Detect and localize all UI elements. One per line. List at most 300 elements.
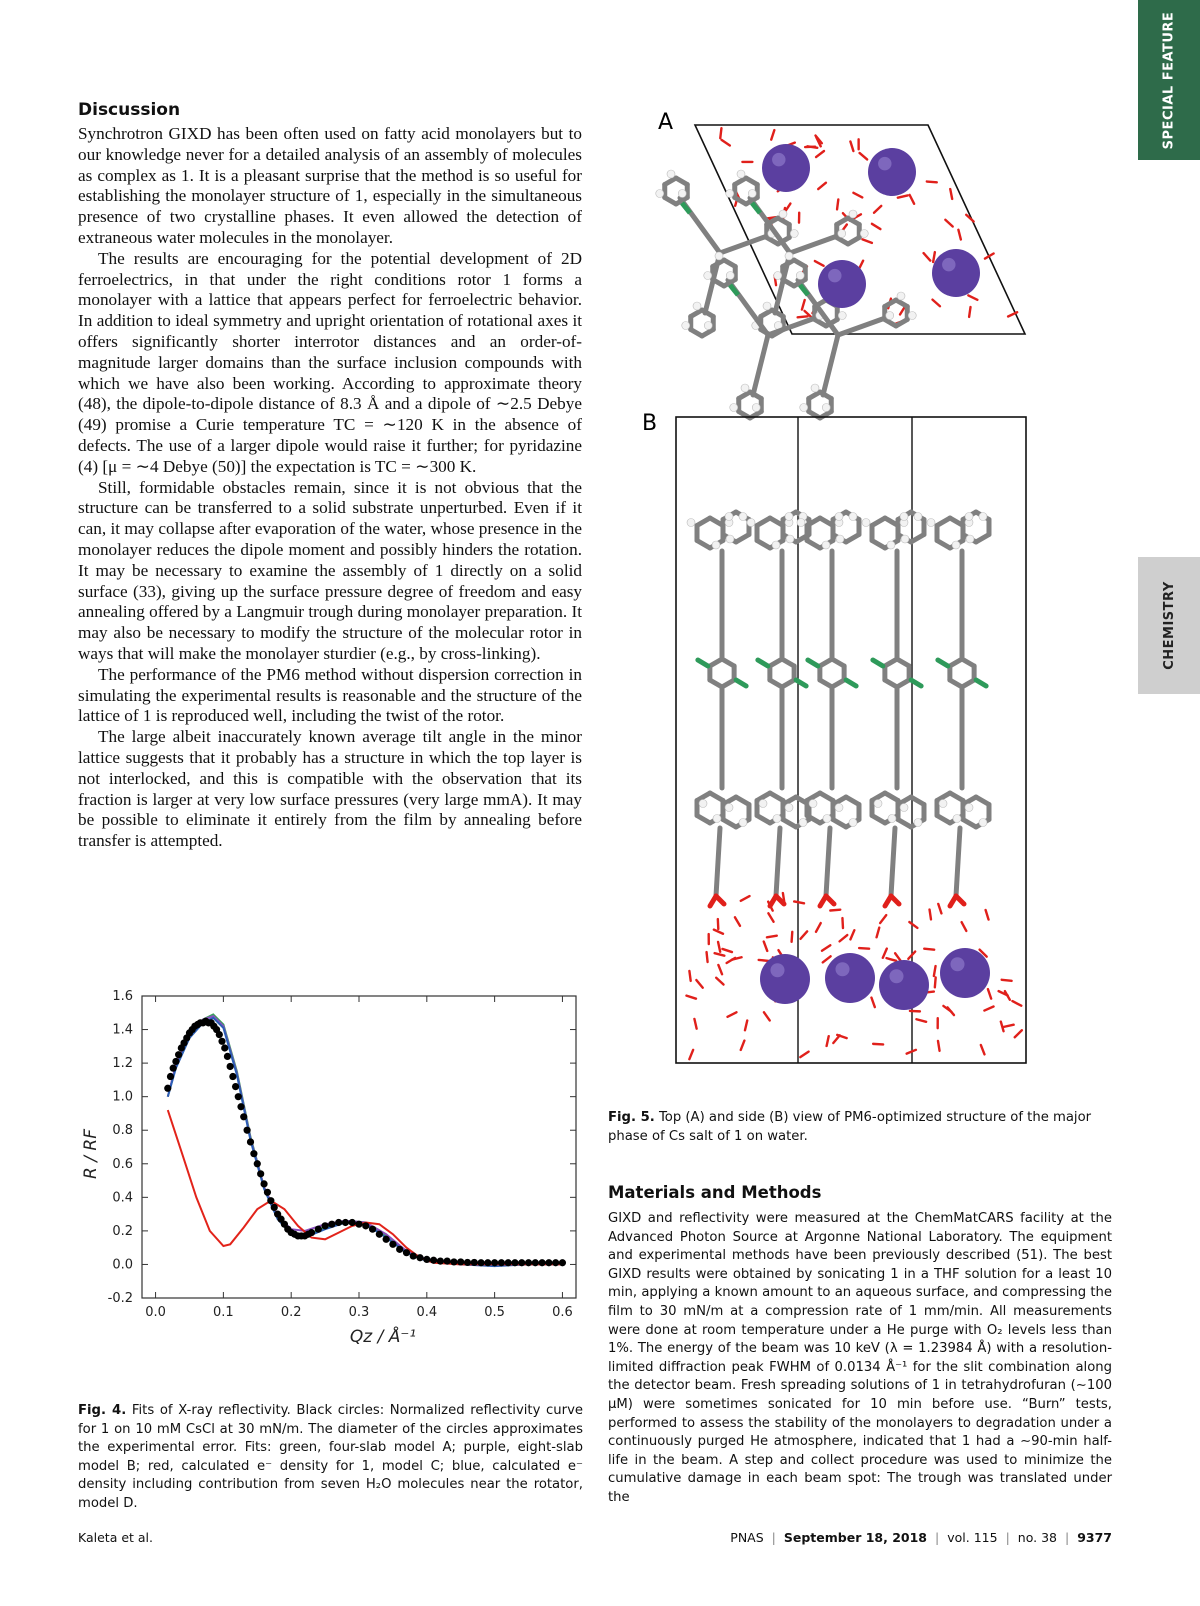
water-molecule <box>874 206 881 213</box>
hydrogen-atom <box>838 312 846 320</box>
hydrogen-atom <box>715 252 723 260</box>
data-point <box>538 1259 545 1266</box>
water-molecule <box>962 922 967 931</box>
fluorine-atom <box>846 680 856 686</box>
data-point <box>227 1063 234 1070</box>
fluorine-atom <box>752 203 760 213</box>
y-axis-label: R / RF <box>81 1129 101 1179</box>
water-molecule <box>986 910 989 920</box>
data-point <box>355 1221 362 1228</box>
water-molecule <box>988 989 991 998</box>
data-point <box>403 1249 410 1256</box>
hydrogen-atom <box>779 210 787 218</box>
hydrogen-atom <box>704 272 712 280</box>
hydrogen-atom <box>752 404 760 412</box>
hydrogen-atom <box>772 541 780 549</box>
chemistry-label: CHEMISTRY <box>1161 581 1177 670</box>
data-point <box>315 1226 322 1233</box>
hydrogen-atom <box>704 322 712 330</box>
water-molecule <box>764 942 767 951</box>
discussion-paragraph: The results are encouraging for the potential development of 2D ferroelectrics, in that under the right conditions rotor 1 forms a monolayer with a lattice that appears perfect for ferroelectric behavior. In addition to ideal symmetry and upright orientation of rotational axes it offers significantly shorter interrotor distances and an order-of-magnitude larger domains than the surface inclusion compounds with which we have also been working. According to approximate theory (48), the dipole-to-dipole distance of 8.3 Å and a dipole of ∼2.5 Debye (49) promise a Curie temperature TC = ∼120 K in the absence of defects. The use of a larger dipole would raise it further; for pyridazine (4) [μ = ∼4 Debye (50)] the expectation is TC = ∼300 K. <box>78 248 582 476</box>
hydrogen-atom <box>739 513 747 521</box>
data-point <box>383 1236 390 1243</box>
water-molecule <box>969 307 970 317</box>
cesium-highlight <box>951 957 965 971</box>
data-point <box>416 1254 423 1261</box>
hydrogen-atom <box>823 815 831 823</box>
water-molecule <box>984 1007 993 1011</box>
water-molecule <box>741 896 750 901</box>
cesium-ion <box>818 260 866 308</box>
cesium-ion <box>940 948 990 998</box>
water-molecule <box>872 224 881 229</box>
hydrogen-atom <box>835 513 843 521</box>
hydrogen-atom <box>682 322 690 330</box>
data-point <box>437 1257 444 1264</box>
water-molecule <box>924 253 931 260</box>
water-molecule <box>853 193 862 198</box>
data-point <box>484 1259 491 1266</box>
fluorine-atom <box>938 660 948 666</box>
water-molecule <box>1012 1001 1021 1006</box>
data-point <box>271 1204 278 1211</box>
x-axis-label: Qz / Å⁻¹ <box>349 1327 417 1347</box>
water-molecule <box>818 183 826 189</box>
water-molecule <box>883 949 887 958</box>
cesium-ion <box>762 144 810 192</box>
fluorine-atom <box>730 285 738 295</box>
data-point <box>362 1222 369 1229</box>
water-molecule <box>873 1044 883 1045</box>
bond <box>891 828 895 896</box>
water-molecule <box>707 952 708 962</box>
water-molecule <box>798 316 808 317</box>
hydrogen-atom <box>725 804 733 812</box>
water-molecule <box>863 239 872 243</box>
cesium-highlight <box>828 269 841 282</box>
bond <box>720 235 770 253</box>
fluorine-atom <box>682 203 690 213</box>
plot-frame <box>142 996 576 1298</box>
hydrogen-atom <box>687 519 695 527</box>
water-molecule <box>816 923 821 932</box>
water-molecule <box>759 960 769 961</box>
data-point <box>229 1073 236 1080</box>
hydrogen-atom <box>796 272 804 280</box>
hydrogen-atom <box>699 800 707 808</box>
water-molecule <box>1004 1025 1014 1027</box>
data-point <box>423 1256 430 1263</box>
hydrogen-atom <box>730 404 738 412</box>
water-molecule <box>735 917 740 926</box>
water-molecule <box>764 1012 770 1020</box>
data-point <box>267 1197 274 1204</box>
hydrogen-atom <box>849 210 857 218</box>
data-point <box>235 1093 242 1100</box>
x-tick-label: 0.6 <box>552 1305 573 1320</box>
hydrogen-atom <box>667 170 675 178</box>
y-tick-label: 0.4 <box>112 1190 133 1206</box>
bond <box>823 335 838 395</box>
hydrogen-atom <box>939 800 947 808</box>
data-point <box>240 1113 247 1120</box>
water-molecule <box>783 893 785 903</box>
hydrogen-atom <box>737 170 745 178</box>
fig5-caption-text: Top (A) and side (B) view of PM6-optimized structure of the major phase of Cs salt of 1 on water. <box>608 1110 1092 1144</box>
hydrogen-atom <box>849 819 857 827</box>
hydrogen-atom <box>901 535 909 543</box>
data-point <box>221 1044 228 1051</box>
fluorine-atom <box>698 660 708 666</box>
data-point <box>532 1259 539 1266</box>
oxygen-atom <box>826 896 834 904</box>
hydrogen-atom <box>785 252 793 260</box>
hydrogen-atom <box>914 513 922 521</box>
bond <box>956 828 960 896</box>
y-tick-label: 1.4 <box>112 1022 133 1038</box>
discussion-heading: Discussion <box>78 100 181 120</box>
data-point <box>264 1189 271 1196</box>
y-tick-label: 1.6 <box>112 989 133 1004</box>
discussion-section <box>78 100 582 852</box>
panel-b-molecules <box>686 512 1021 1059</box>
oxygen-atom <box>956 896 964 904</box>
hydrogen-atom <box>822 404 830 412</box>
hydrogen-atom <box>725 513 733 521</box>
data-point <box>321 1222 328 1229</box>
data-point <box>498 1259 505 1266</box>
water-molecule <box>981 1045 985 1054</box>
water-molecule <box>938 904 941 913</box>
methods-heading: Materials and Methods <box>608 1183 822 1202</box>
y-tick-label: 1.0 <box>112 1089 133 1105</box>
hydrogen-atom <box>678 190 686 198</box>
water-molecule <box>722 949 731 952</box>
chart-points <box>164 1018 566 1267</box>
water-molecule <box>715 953 725 956</box>
molecular-structure-figure <box>642 103 1130 1098</box>
water-molecule <box>822 945 830 950</box>
water-molecule <box>768 913 773 922</box>
reflectivity-chart <box>78 976 588 1350</box>
fluorine-atom <box>736 680 746 686</box>
y-tick-label: 0.8 <box>112 1123 133 1139</box>
fig4-caption-text: Fits of X-ray reflectivity. Black circles: Normalized reflectivity curve for 1 on 10 mM CsCl at 30 mN/m. The diameter of the circles approximates the experimental error. Fits: green, four-slab model A; purple, eight-slab model B; red, calculated e⁻ density for 1, model C; blue, calculated e⁻ density including contribution from seven H₂O molecules near the rotator, model D. <box>78 1403 583 1511</box>
hydrogen-atom <box>965 513 973 521</box>
water-molecule <box>686 996 696 999</box>
water-molecule <box>689 1050 693 1059</box>
hydrogen-atom <box>774 272 782 280</box>
water-molecule <box>945 220 952 227</box>
footer-page: 9377 <box>1077 1530 1112 1545</box>
water-molecule <box>871 998 874 1007</box>
x-tick-label: 0.3 <box>348 1305 370 1320</box>
hydrogen-atom <box>914 819 922 827</box>
discussion-paragraph: Synchrotron GIXD has been often used on fatty acid monolayers but to our knowledge never for a detailed analysis of an assembly of molecules as complex as 1. It is a pleasant surprise that the method is so useful for establishing the monolayer structure of 1, especially in the simultaneous presence of two crystalline phases. It even allowed the detection of extraneous water molecules in the monolayer. <box>78 124 582 247</box>
bond <box>826 828 830 896</box>
hydrogen-atom <box>712 541 720 549</box>
hydrogen-atom <box>773 815 781 823</box>
discussion-paragraph: The large albeit inaccurately known average tilt angle in the minor lattice suggests that it probably has a structure in which the top layer is not interlocked, and this is compatible with the observation that its fraction is larger at very low surface pressures (very large mmA). It may be possible to eliminate it entirely from the film by annealing before transfer is attempted. <box>78 727 582 851</box>
panel-b-label: B <box>642 411 658 436</box>
hydrogen-atom <box>693 302 701 310</box>
discussion-paragraph: The performance of the PM6 method without dispersion correction in simulating the experimental results is reasonable and the structure of the lattice of 1 is reproduced well, including the twist of the rotor. <box>78 664 582 726</box>
chart-ticks <box>108 989 576 1320</box>
x-tick-label: 0.0 <box>145 1305 166 1320</box>
water-molecule <box>850 141 853 151</box>
footer-issue: no. 38 <box>1017 1530 1057 1545</box>
water-molecule <box>842 918 843 928</box>
chemistry-tab <box>1138 557 1200 694</box>
hydrogen-atom <box>809 800 817 808</box>
red-fit-line <box>168 1110 563 1264</box>
data-point <box>216 1031 223 1038</box>
hydrogen-atom <box>726 535 734 543</box>
hydrogen-atom <box>713 815 721 823</box>
data-point <box>396 1246 403 1253</box>
water-molecule <box>722 140 730 146</box>
hydrogen-atom <box>952 541 960 549</box>
water-molecule <box>958 230 960 240</box>
panel-a-label: A <box>658 110 674 135</box>
cesium-highlight <box>836 962 850 976</box>
data-point <box>545 1259 552 1266</box>
data-point <box>335 1219 342 1226</box>
methods-section <box>608 1183 1112 1508</box>
hydrogen-atom <box>811 384 819 392</box>
water-molecule <box>792 932 793 942</box>
data-point <box>232 1083 239 1090</box>
hydrogen-atom <box>726 190 734 198</box>
water-molecule <box>910 195 915 204</box>
hydrogen-atom <box>900 513 908 521</box>
water-molecule <box>823 956 831 962</box>
hydrogen-atom <box>747 519 755 527</box>
cesium-ion <box>932 249 980 297</box>
hydrogen-atom <box>785 804 793 812</box>
water-molecule <box>927 182 937 183</box>
water-molecule <box>938 1041 940 1051</box>
footer-journal: PNAS <box>730 1530 764 1545</box>
hydrogen-atom <box>888 815 896 823</box>
water-molecule <box>932 300 940 307</box>
y-tick-label: 1.2 <box>112 1056 133 1072</box>
fig5-caption <box>608 1109 1112 1146</box>
hydrogen-atom <box>726 272 734 280</box>
hydrogen-atom <box>887 541 895 549</box>
water-molecule <box>771 130 774 140</box>
special-feature-tab <box>1138 0 1200 160</box>
water-molecule <box>840 935 848 941</box>
water-molecule <box>968 295 977 299</box>
hydrogen-atom <box>739 819 747 827</box>
water-molecule <box>801 931 808 938</box>
data-point <box>505 1259 512 1266</box>
water-molecule <box>689 971 690 981</box>
data-point <box>410 1252 417 1259</box>
fig4-label: Fig. 4. <box>78 1403 127 1418</box>
bond <box>790 235 840 253</box>
x-tick-label: 0.5 <box>484 1305 505 1320</box>
hydrogen-atom <box>836 535 844 543</box>
data-point <box>450 1258 457 1265</box>
data-point <box>444 1257 451 1264</box>
bond <box>753 335 768 395</box>
data-point <box>389 1241 396 1248</box>
cesium-ion <box>879 960 929 1010</box>
data-point <box>254 1160 261 1167</box>
hydrogen-atom <box>838 230 846 238</box>
data-point <box>218 1038 225 1045</box>
hydrogen-atom <box>874 800 882 808</box>
water-molecule <box>767 936 777 938</box>
water-molecule <box>827 1036 829 1046</box>
methods-paragraph: GIXD and reflectivity were measured at the ChemMatCARS facility at the Advanced Photon Source at Argonne National Laboratory. The equipment and experimental methods have been previously described (51). The best GIXD results were obtained by sonicating 1 in a THF solution for a least 10 min, applying a known amount to an aqueous surface, and compressing the film to 30 mN/m at a compression rate of 1 mm/min. All measurements were done at room temperature under a He purge with O₂ levels less than 1%. The energy of the beam was 10 keV (λ = 1.23984 Å) with a resolution-limited diffraction peak FWHM of 0.0134 Å⁻¹ for the slit combination along the detector beam. Fresh spreading solutions of 1 in tetrahydrofuran (∼100 μM) were sometimes sonicated for 10 min before use. “Burn” tests, performed to assess the stability of the monolayers to degradation under a continuously purged He atmosphere, indicated that 1 had a ∼90-min half-life in the beam. A step and collect procedure was used to minimize the cumulative damage in each beam spot: The trough was translated under the <box>608 1211 1112 1505</box>
hydrogen-atom <box>979 513 987 521</box>
hydrogen-atom <box>741 384 749 392</box>
hydrogen-atom <box>763 302 771 310</box>
panel-a-molecules <box>656 128 1017 418</box>
hydrogen-atom <box>897 292 905 300</box>
bond <box>776 828 780 896</box>
cesium-highlight <box>890 969 904 983</box>
water-molecule <box>802 300 805 310</box>
water-molecule <box>1015 1030 1022 1037</box>
data-point <box>247 1138 254 1145</box>
cesium-highlight <box>942 258 955 271</box>
discussion-paragraph: Still, formidable obstacles remain, since it is not obvious that the structure can be transferred to a solid substrate unperturbed. Even if it can, it may collapse after evaporation of the water, whose presence in the monolayer reduces the dipole moment and possibly hinders the rotation. It may be necessary to examine the assembly of 1 directly on a solid surface (33), giving up the surface pressure degree of freedom and easy annealing offered by a Langmuir trough during monolayer preparation. It may also be necessary to modify the structure of the molecular rotor in ways that will make the monolayer sturdier (e.g., by cross-linking). <box>78 477 582 663</box>
cesium-highlight <box>772 153 785 166</box>
water-molecule <box>830 910 840 911</box>
data-point <box>257 1170 264 1177</box>
data-point <box>464 1259 471 1266</box>
water-molecule <box>924 949 934 950</box>
water-molecule <box>880 915 886 923</box>
hydrogen-atom <box>966 535 974 543</box>
data-point <box>491 1259 498 1266</box>
data-point <box>328 1221 335 1228</box>
x-tick-label: 0.1 <box>213 1305 234 1320</box>
fluorine-atom <box>758 660 768 666</box>
hydrogen-atom <box>748 190 756 198</box>
data-point <box>525 1259 532 1266</box>
fluorine-atom <box>873 660 883 666</box>
fluorine-atom <box>808 660 818 666</box>
oxygen-atom <box>891 896 899 904</box>
cesium-ion <box>760 954 810 1004</box>
x-tick-label: 0.2 <box>280 1305 302 1320</box>
y-tick-label: 0.2 <box>112 1223 133 1239</box>
bond <box>838 317 888 335</box>
data-point <box>250 1150 257 1157</box>
water-molecule <box>933 252 935 262</box>
data-point <box>477 1259 484 1266</box>
water-molecule <box>1002 980 1012 981</box>
hydrogen-atom <box>790 230 798 238</box>
water-molecule <box>859 948 869 949</box>
fig4-caption <box>78 1402 583 1514</box>
chart-frame <box>142 996 576 1298</box>
special-feature-label: SPECIAL FEATURE <box>1161 11 1177 149</box>
data-point <box>518 1259 525 1266</box>
data-point <box>244 1127 251 1134</box>
water-molecule <box>909 922 917 928</box>
water-molecule <box>745 1020 747 1030</box>
hydrogen-atom <box>927 519 935 527</box>
water-molecule <box>718 965 722 974</box>
water-molecule <box>720 128 721 138</box>
oxygen-atom <box>716 896 724 904</box>
water-molecule <box>816 151 824 157</box>
fluorine-atom <box>800 285 808 295</box>
data-point <box>172 1058 179 1065</box>
water-molecule <box>850 930 854 939</box>
hydrogen-atom <box>822 541 830 549</box>
hydrogen-atom <box>979 819 987 827</box>
data-point <box>349 1219 356 1226</box>
hydrogen-atom <box>800 404 808 412</box>
hydrogen-atom <box>908 312 916 320</box>
hydrogen-atom <box>900 804 908 812</box>
water-molecule <box>837 199 838 209</box>
water-molecule <box>877 928 880 938</box>
footer-volume: vol. 115 <box>947 1530 998 1545</box>
hydrogen-atom <box>797 519 805 527</box>
data-point <box>369 1226 376 1233</box>
water-molecule <box>696 980 702 988</box>
data-point <box>430 1257 437 1264</box>
water-molecule <box>741 1041 745 1050</box>
hydrogen-atom <box>786 535 794 543</box>
water-molecule <box>860 153 868 159</box>
data-point <box>559 1259 566 1266</box>
data-point <box>552 1259 559 1266</box>
data-point <box>260 1180 267 1187</box>
water-molecule <box>718 942 720 952</box>
hydrogen-atom <box>785 513 793 521</box>
hydrogen-atom <box>860 230 868 238</box>
footer-authors: Kaleta et al. <box>78 1530 154 1545</box>
hydrogen-atom <box>759 800 767 808</box>
data-point <box>457 1258 464 1265</box>
water-molecule <box>887 958 897 961</box>
footer-date: September 18, 2018 <box>783 1530 928 1545</box>
x-tick-label: 0.4 <box>416 1305 438 1320</box>
data-point <box>376 1231 383 1238</box>
hydrogen-atom <box>862 519 870 527</box>
data-point <box>167 1073 174 1080</box>
water-molecule <box>728 1012 737 1017</box>
water-molecule <box>950 189 952 199</box>
data-point <box>224 1053 231 1060</box>
cesium-highlight <box>878 157 891 170</box>
hydrogen-atom <box>835 804 843 812</box>
data-point <box>164 1085 171 1092</box>
data-point <box>308 1229 315 1236</box>
fluorine-atom <box>976 680 986 686</box>
water-molecule <box>800 1052 808 1058</box>
water-molecule <box>935 977 936 987</box>
fig5-label: Fig. 5. <box>608 1110 655 1125</box>
data-point <box>175 1051 182 1058</box>
hydrogen-atom <box>849 513 857 521</box>
cesium-ion <box>825 953 875 1003</box>
data-point <box>170 1065 177 1072</box>
water-molecule <box>898 195 908 197</box>
water-molecule <box>716 978 723 985</box>
data-point <box>471 1259 478 1266</box>
hydrogen-atom <box>965 804 973 812</box>
